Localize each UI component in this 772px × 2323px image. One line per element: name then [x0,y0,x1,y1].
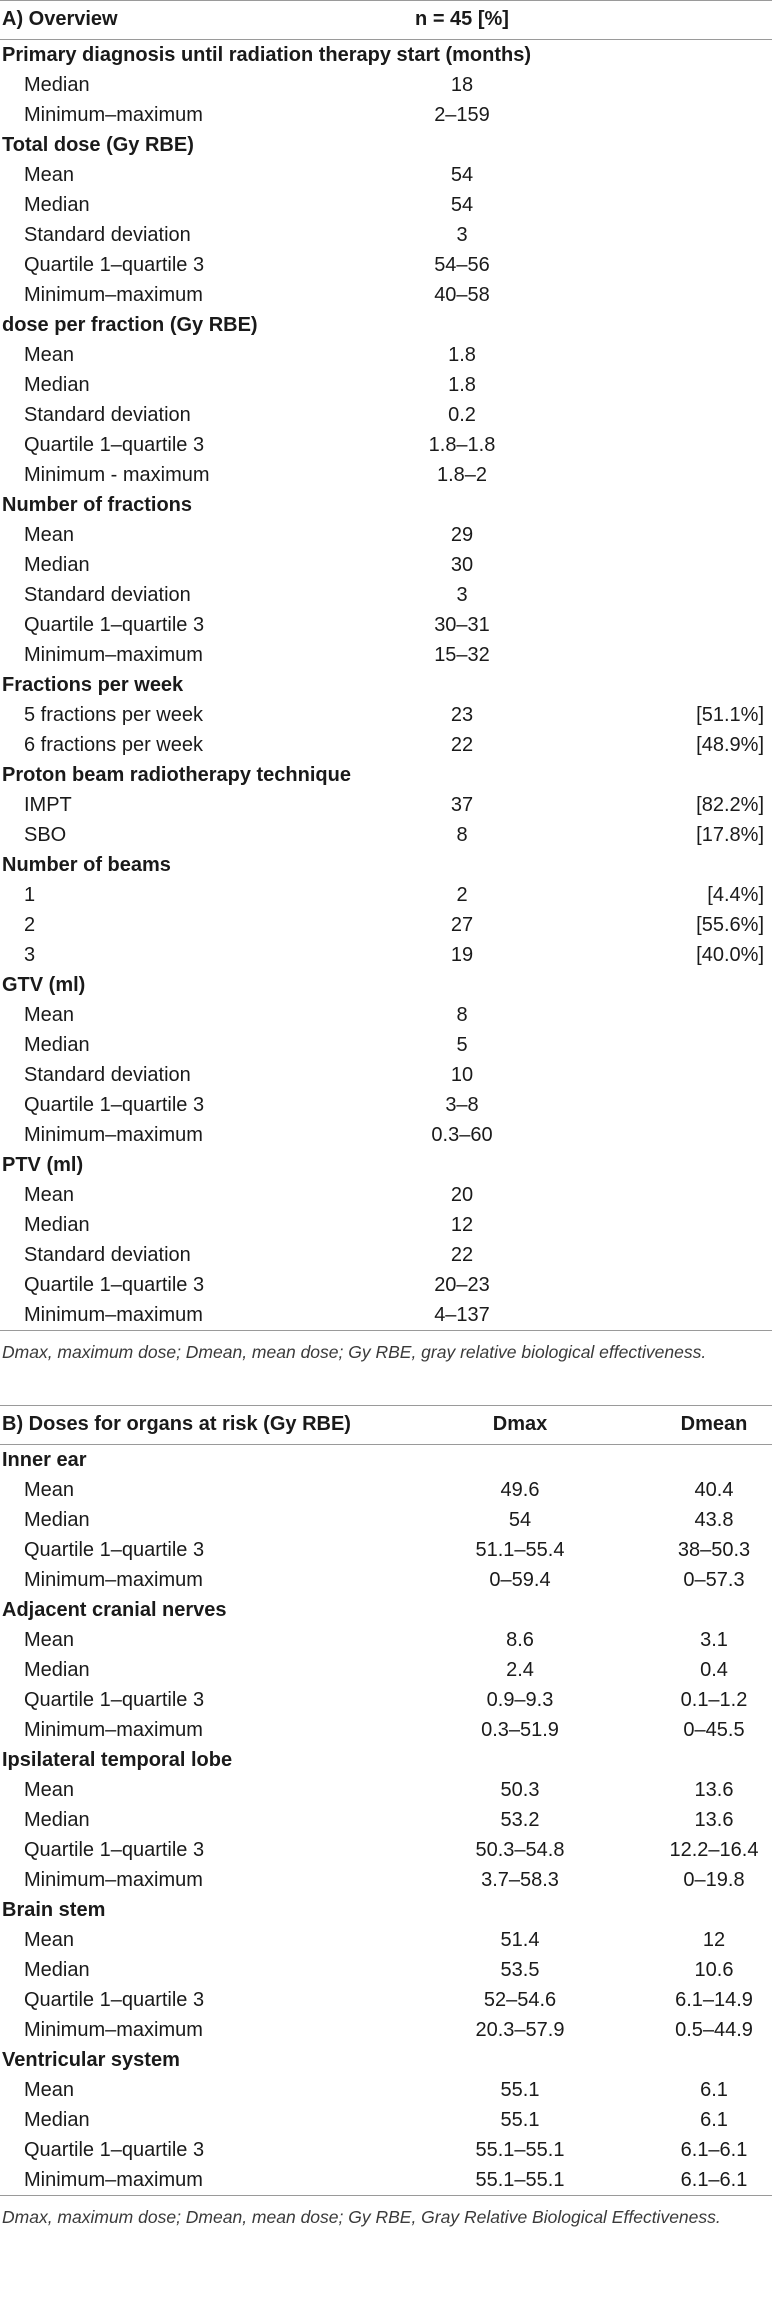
row-dmax: 0.3–51.9 [481,1719,559,1741]
row-dmean: 13.6 [694,1809,734,1831]
table-row [0,1505,772,1535]
row-percent: [51.1%] [696,704,764,726]
table-b-group-title [0,1745,772,1775]
row-label: Mean [24,2079,75,2101]
row-dmax: 0–59.4 [489,1569,551,1591]
table-a-group-title [0,850,772,880]
row-label: Minimum–maximum [24,1869,203,1891]
row-value: 20 [450,1184,474,1206]
row-value: 30 [450,554,474,576]
row-value: 0.2 [448,404,476,426]
row-dmean: 6.1–6.1 [680,2139,748,2161]
group-title-text: Ipsilateral temporal lobe [2,1749,233,1771]
table-row [0,100,772,130]
row-value: 4–137 [434,1304,490,1326]
row-label: Median [24,1809,90,1831]
row-dmax: 3.7–58.3 [481,1869,559,1891]
row-dmean: 0–57.3 [683,1569,745,1591]
table-b-footnote: Dmax, maximum dose; Dmean, mean dose; Gy RBE, Gray Relative Biological Effectiveness. [2,2207,721,2227]
row-value: 19 [450,944,474,966]
row-label: Minimum - maximum [24,464,210,486]
table-row [0,700,772,730]
table-row [0,820,772,850]
table-a-group-title [0,760,772,790]
table-row [0,370,772,400]
row-value: 2–159 [434,104,490,126]
row-label: 6 fractions per week [24,734,203,756]
group-title-text: Number of fractions [2,494,193,516]
row-dmax: 55.1 [500,2079,540,2101]
table-row [0,1775,772,1805]
table-row [0,1985,772,2015]
table-a-group-title [0,970,772,1000]
table-b-group-title [0,1445,772,1475]
row-dmean: 10.6 [694,1959,734,1981]
row-dmax: 55.1–55.1 [475,2139,565,2161]
row-dmean: 0–45.5 [683,1719,745,1741]
table-row [0,1835,772,1865]
table-row [0,640,772,670]
row-dmean: 6.1 [700,2109,728,2131]
table-row [0,1865,772,1895]
row-percent: [55.6%] [696,914,764,936]
table-row [0,2105,772,2135]
row-label: Quartile 1–quartile 3 [24,434,205,456]
row-label: 1 [24,884,36,906]
group-title-text: GTV (ml) [2,974,86,996]
table-row [0,730,772,760]
row-dmax: 55.1 [500,2109,540,2131]
row-label: Standard deviation [24,584,191,606]
row-dmax: 49.6 [500,1479,540,1501]
table-row [0,1120,772,1150]
group-title-text: Fractions per week [2,674,184,696]
table-row [0,190,772,220]
row-label: Median [24,374,90,396]
table-row [0,2075,772,2105]
table-row [0,70,772,100]
table-row [0,1955,772,1985]
row-dmean: 12.2–16.4 [669,1839,759,1861]
row-value: 54–56 [434,254,490,276]
row-dmean: 40.4 [694,1479,734,1501]
table-row [0,250,772,280]
table-row [0,610,772,640]
row-value: 23 [450,704,474,726]
row-label: Median [24,1214,90,1236]
row-label: Standard deviation [24,404,191,426]
table-row [0,910,772,940]
row-label: Mean [24,1929,75,1951]
table-a-group-title [0,1150,772,1180]
table-row [0,1925,772,1955]
group-title-text: Ventricular system [2,2049,180,2071]
table-b-header-label: B) Doses for organs at risk (Gy RBE) [2,1413,351,1435]
table-b-group-title [0,1895,772,1925]
row-label: 2 [24,914,36,936]
row-dmax: 50.3–54.8 [475,1839,565,1861]
row-dmax: 51.1–55.4 [475,1539,565,1561]
row-value: 1.8–2 [436,464,488,486]
group-title-text: PTV (ml) [2,1154,84,1176]
row-label: Mean [24,524,75,546]
table-row [0,1210,772,1240]
row-value: 1.8 [448,344,476,366]
row-label: Quartile 1–quartile 3 [24,1689,205,1711]
group-title-text: Brain stem [2,1899,106,1921]
row-label: Standard deviation [24,1064,191,1086]
row-value: 0.3–60 [431,1124,493,1146]
table-row [0,1475,772,1505]
table-row [0,1000,772,1030]
row-dmax: 20.3–57.9 [475,2019,565,2041]
row-value: 37 [450,794,474,816]
row-value: 8 [456,1004,468,1026]
row-value: 20–23 [434,1274,490,1296]
row-value: 54 [450,164,474,186]
table-a-group-title [0,670,772,700]
row-label: Minimum–maximum [24,644,203,666]
row-label: Quartile 1–quartile 3 [24,254,205,276]
row-percent: [48.9%] [696,734,764,756]
row-dmax: 8.6 [506,1629,534,1651]
table-row [0,580,772,610]
row-dmean: 0–19.8 [683,1869,745,1891]
row-dmax: 51.4 [500,1929,540,1951]
table-b-group-title [0,2045,772,2075]
row-value: 1.8 [448,374,476,396]
row-dmax: 54 [508,1509,532,1531]
row-value: 3–8 [445,1094,479,1116]
row-label: Mean [24,1779,75,1801]
table-row [0,1270,772,1300]
table-row [0,880,772,910]
table-row [0,460,772,490]
table-row [0,1180,772,1210]
table-a-group-title [0,490,772,520]
table-row [0,1030,772,1060]
table-b-header-row [0,1406,772,1444]
row-dmean: 12 [702,1929,726,1951]
row-value: 54 [450,194,474,216]
row-dmean: 6.1–14.9 [675,1989,753,2011]
row-dmax: 2.4 [506,1659,534,1681]
row-percent: [40.0%] [696,944,764,966]
row-dmean: 6.1 [700,2079,728,2101]
row-value: 12 [450,1214,474,1236]
table-row [0,2165,772,2195]
table-row [0,1805,772,1835]
row-value: 15–32 [434,644,490,666]
group-title-text: Proton beam radiotherapy technique [2,764,351,786]
row-value: 18 [450,74,474,96]
table-row [0,280,772,310]
table-a-group-title [0,130,772,160]
row-label: Quartile 1–quartile 3 [24,1094,205,1116]
row-label: Minimum–maximum [24,1304,203,1326]
row-label: Minimum–maximum [24,2019,203,2041]
table-row [0,1060,772,1090]
group-title-text: dose per fraction (Gy RBE) [2,314,258,336]
row-value: 3 [456,584,468,606]
row-dmean: 3.1 [700,1629,728,1651]
table-row [0,550,772,580]
table-row [0,1565,772,1595]
row-dmax: 52–54.6 [483,1989,557,2011]
row-value: 5 [456,1034,468,1056]
row-dmax: 55.1–55.1 [475,2169,565,2191]
row-value: 1.8–1.8 [428,434,496,456]
row-label: SBO [24,824,67,846]
row-label: 3 [24,944,36,966]
table-a-body [0,40,772,1330]
row-label: Median [24,554,90,576]
row-label: Quartile 1–quartile 3 [24,1274,205,1296]
row-value: 22 [450,734,474,756]
row-label: Mean [24,344,75,366]
table-row [0,1625,772,1655]
row-label: Minimum–maximum [24,1569,203,1591]
row-value: 29 [450,524,474,546]
table-b-header-dmax: Dmax [492,1413,548,1435]
row-label: Mean [24,1479,75,1501]
row-dmax: 53.5 [500,1959,540,1981]
row-percent: [4.4%] [707,884,764,906]
row-label: Quartile 1–quartile 3 [24,614,205,636]
table-b-header-dmean: Dmean [680,1413,748,1435]
table-b-organs-at-risk [0,1405,772,2230]
table-b-body [0,1445,772,2195]
group-title-text: Total dose (Gy RBE) [2,134,194,156]
row-label: Quartile 1–quartile 3 [24,1539,205,1561]
table-row [0,520,772,550]
row-value: 22 [450,1244,474,1266]
row-label: Median [24,2109,90,2131]
row-dmean: 0.4 [700,1659,728,1681]
group-title-text: Primary diagnosis until radiation therapy start (months) [2,44,531,66]
row-label: 5 fractions per week [24,704,203,726]
row-label: Median [24,74,90,96]
row-dmean: 43.8 [694,1509,734,1531]
row-label: Mean [24,1004,75,1026]
row-value: 40–58 [434,284,490,306]
table-a-footnote: Dmax, maximum dose; Dmean, mean dose; Gy RBE, gray relative biological effectiveness. [2,1342,707,1362]
row-label: Median [24,1034,90,1056]
table-a-header-row [0,1,772,39]
row-percent: [17.8%] [696,824,764,846]
row-label: Standard deviation [24,224,191,246]
row-label: Minimum–maximum [24,1124,203,1146]
table-row [0,340,772,370]
row-value: 3 [456,224,468,246]
row-dmean: 0.5–44.9 [675,2019,753,2041]
row-label: Mean [24,1184,75,1206]
table-a-group-title [0,40,772,70]
row-label: IMPT [24,794,72,816]
row-label: Median [24,1659,90,1681]
table-row [0,400,772,430]
table-b-group-title [0,1595,772,1625]
table-row [0,790,772,820]
row-value: 27 [450,914,474,936]
row-value: 2 [456,884,468,906]
row-dmax: 50.3 [500,1779,540,1801]
row-dmax: 53.2 [500,1809,540,1831]
row-label: Quartile 1–quartile 3 [24,2139,205,2161]
row-dmean: 0.1–1.2 [680,1689,748,1711]
row-label: Median [24,1509,90,1531]
table-row [0,1535,772,1565]
table-a-header-n: n = 45 [%] [415,8,509,30]
group-title-text: Adjacent cranial nerves [2,1599,227,1621]
table-row [0,1715,772,1745]
group-title-text: Number of beams [2,854,171,876]
row-value: 30–31 [434,614,490,636]
table-row [0,1655,772,1685]
table-row [0,220,772,250]
table-row [0,2015,772,2045]
table-row [0,1300,772,1330]
table-row [0,430,772,460]
row-dmean: 6.1–6.1 [680,2169,748,2191]
row-label: Median [24,1959,90,1981]
row-value: 8 [456,824,468,846]
table-a-header-label: A) Overview [2,8,118,30]
table-a-group-title [0,310,772,340]
row-value: 10 [450,1064,474,1086]
row-label: Mean [24,164,75,186]
row-label: Minimum–maximum [24,284,203,306]
row-label: Minimum–maximum [24,2169,203,2191]
group-title-text: Inner ear [2,1449,87,1471]
table-row [0,1090,772,1120]
row-label: Median [24,194,90,216]
row-dmean: 13.6 [694,1779,734,1801]
row-dmax: 0.9–9.3 [486,1689,554,1711]
table-row [0,1685,772,1715]
row-label: Quartile 1–quartile 3 [24,1839,205,1861]
table-row [0,1240,772,1270]
row-label: Standard deviation [24,1244,191,1266]
table-row [0,940,772,970]
table-row [0,160,772,190]
row-dmean: 38–50.3 [677,1539,751,1561]
table-row [0,2135,772,2165]
row-label: Minimum–maximum [24,104,203,126]
row-percent: [82.2%] [696,794,764,816]
row-label: Mean [24,1629,75,1651]
row-label: Minimum–maximum [24,1719,203,1741]
row-label: Quartile 1–quartile 3 [24,1989,205,2011]
